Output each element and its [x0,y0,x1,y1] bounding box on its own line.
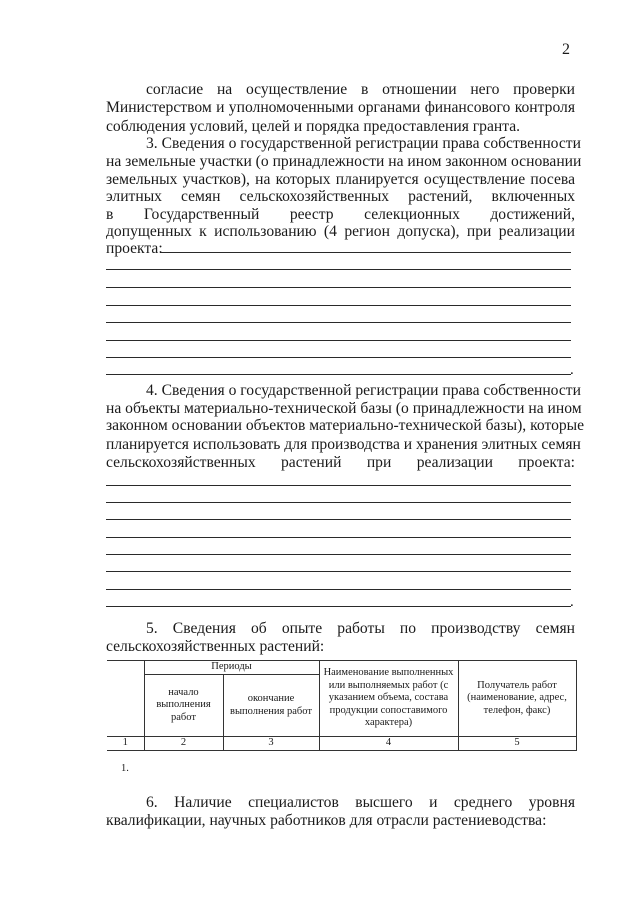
text-line: квалификации, научных работников для отрасли растениеводства: [106,812,547,829]
text-line: на земельные участки (о принадлежности на ином законном основании [106,153,582,170]
periods-header: Периоды [144,661,319,675]
start-header: начало выполнения работ [144,675,223,737]
column-number: 3 [223,737,319,751]
fill-line[interactable] [106,571,571,572]
text-line: проекта: [106,240,163,257]
fill-line[interactable] [106,322,571,323]
text-line: в Государственный реестр селекционных достижений, [106,206,575,223]
fill-line[interactable] [106,589,571,590]
text-line: элитных семян сельскохозяйственных растений, включенных [106,188,575,205]
section-5-heading: 5. Сведения об опыте работы по производству семян [146,620,575,637]
page-number: 2 [562,41,570,58]
fill-line[interactable] [106,606,571,607]
work-experience-table [107,660,577,751]
fill-line[interactable] [106,374,571,375]
recipient-header: Получатель работ (наименование, адрес, телефон, факс) [458,661,576,737]
fill-line[interactable] [106,305,571,306]
fill-line[interactable] [106,287,571,288]
fill-end-mark: . [570,362,574,378]
column-number: 2 [144,737,223,751]
fill-line[interactable] [106,502,571,503]
fill-line[interactable] [106,269,571,270]
section-6-heading: 6. Наличие специалистов высшего и среднего уровня [146,794,575,811]
fill-line[interactable] [106,485,571,486]
text-line: Министерством и уполномоченными органами финансового контроля [106,99,575,116]
fill-line[interactable] [161,252,571,253]
column-number: 4 [319,737,458,751]
fill-line[interactable] [106,519,571,520]
section-4-heading: 4. Сведения о государственной регистрации права собственности [146,382,581,399]
text-line: на объекты материально-технической базы (о принадлежности на ином [106,400,582,417]
text-line: планируется использовать для производства и хранения элитных семян [106,436,581,453]
table-header-cell [107,661,144,737]
works-header: Наименование выполненных или выполняемых работ (с указанием объема, состава продукции сопоставимого характера) [319,661,458,737]
fill-line[interactable] [106,554,571,555]
fill-line[interactable] [106,340,571,341]
text-line: земельных участков), на которых планируется осуществление посева [106,171,575,188]
text-line: сельскохозяйственных растений при реализации проекта: [106,454,575,471]
table-row [107,737,576,751]
text-line: соблюдения условий, целей и порядка предоставления гранта. [106,118,521,135]
fill-line[interactable] [106,537,571,538]
section-3-heading: 3. Сведения о государственной регистрации права собственности [146,135,581,152]
column-number: 1 [107,737,144,751]
text-line: законном основании объектов материально-технической базы), которые [106,417,585,434]
fill-line[interactable] [106,357,571,358]
end-header: окончание выполнения работ [223,675,319,737]
text-line: сельскохозяйственных растений: [106,638,325,655]
fill-end-mark: . [570,594,574,610]
text-line: согласие на осуществление в отношении него проверки [146,81,575,98]
list-item: 1. [121,763,129,774]
column-number: 5 [458,737,576,751]
text-line: допущенных к использованию (4 регион допуска), при реализации [106,223,575,240]
